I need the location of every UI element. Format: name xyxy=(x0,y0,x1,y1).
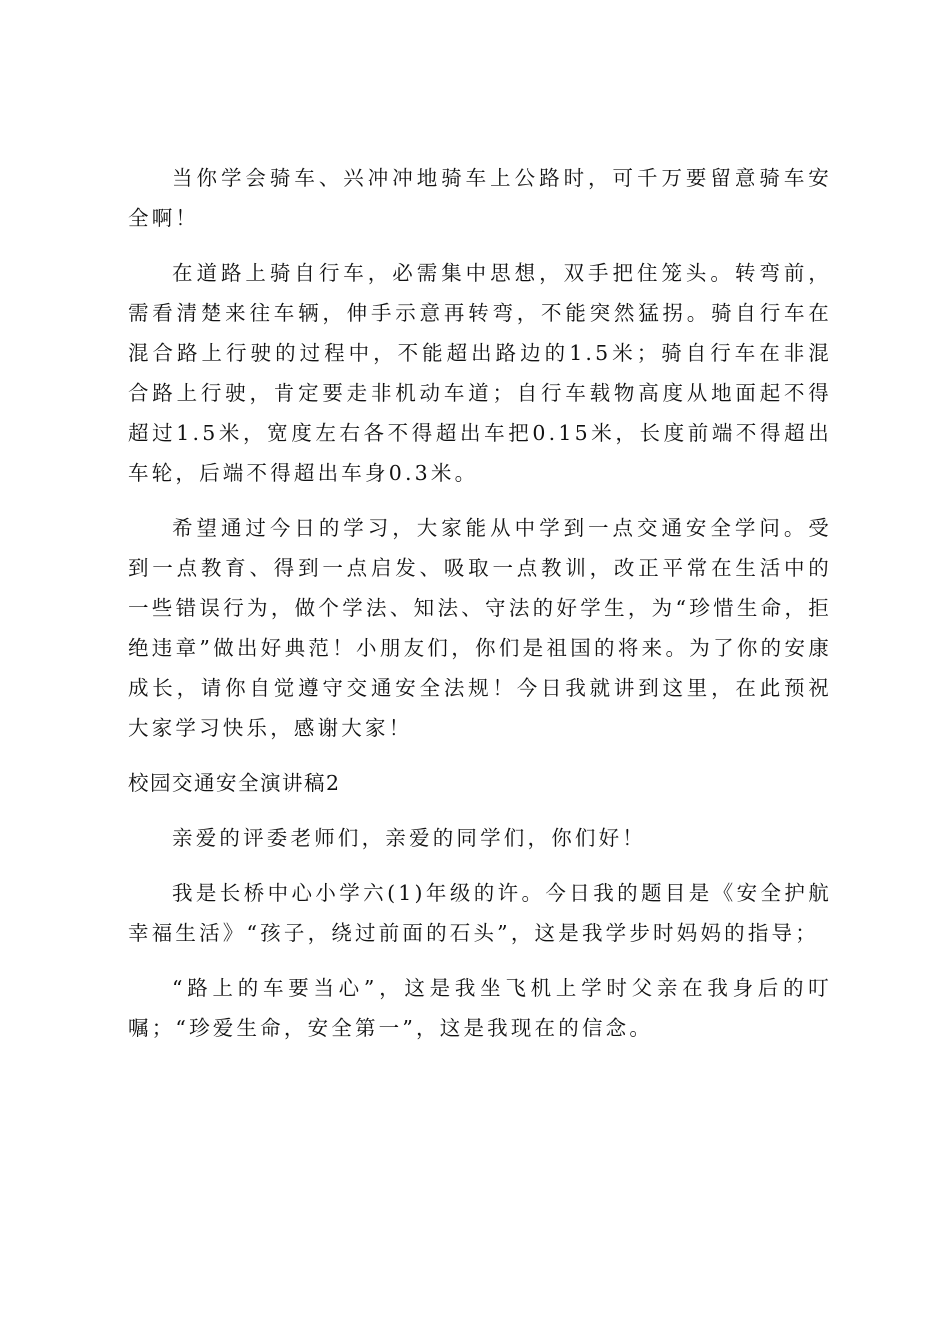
paragraph-greeting: 亲爱的评委老师们，亲爱的同学们，你们好！ xyxy=(172,826,646,850)
document-body xyxy=(128,158,832,1063)
section-title: 校园交通安全演讲稿2 xyxy=(128,771,341,795)
paragraph-bike-safety-intro: 当你学会骑车、兴冲冲地骑车上公路时，可千万要留意骑车安全啊！ xyxy=(128,166,832,230)
paragraph-belief: “路上的车要当心”，这是我坐飞机上学时父亲在我身后的叮嘱；“珍爱生命，安全第一”，这是我现在的信念。 xyxy=(128,976,832,1040)
paragraph-bike-rules: 在道路上骑自行车，必需集中思想，双手把住笼头。转弯前，需看清楚来往车辆，伸手示意再转弯，不能突然猛拐。骑自行车在混合路上行驶的过程中，不能超出路边的1.5米；骑自行车在非混合路上行驶，肯定要走非机动车道；自行车载物高度从地面起不得超过1.5米，宽度左右各不得超出车把0.15米，长度前端不得超出车轮，后端不得超出车身0.3米。 xyxy=(128,261,832,485)
paragraph-closing: 希望通过今日的学习，大家能从中学到一点交通安全学问。受到一点教育、得到一点启发、吸取一点教训，改正平常在生活中的一些错误行为，做个学法、知法、守法的好学生，为“珍惜生命，拒绝违章”做出好典范！小朋友们，你们是祖国的将来。为了你的安康成长，请你自觉遵守交通安全法规！今日我就讲到这里，在此预祝大家学习快乐，感谢大家！ xyxy=(128,516,832,740)
paragraph-self-intro: 我是长桥中心小学六(1)年级的许。今日我的题目是《安全护航幸福生活》“孩子，绕过前面的石头”，这是我学步时妈妈的指导； xyxy=(128,881,832,945)
